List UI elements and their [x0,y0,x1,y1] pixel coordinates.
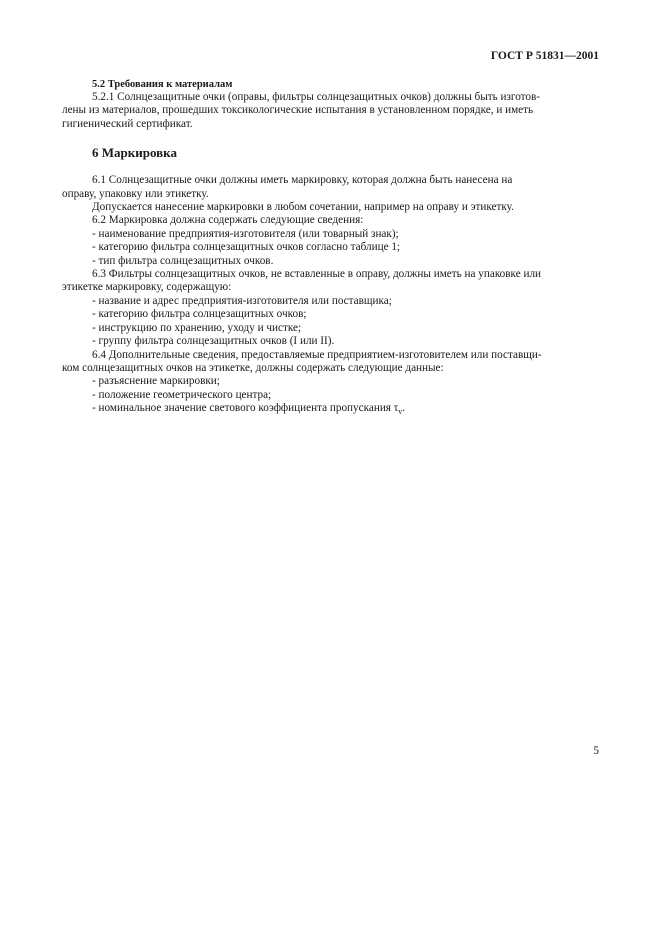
para-6-3-line2: этикетке маркировку, содержащую: [62,281,232,294]
section-6-title: 6 Маркировка [92,145,177,161]
list-item: - тип фильтра солнцезащитных очков. [92,254,274,267]
para-5-2-1-line3: гигиенический сертификат. [62,117,193,130]
page-content [62,78,600,419]
para-6-4-line2: ком солнцезащитных очков на этикетке, должны содержать следующие данные: [62,361,444,374]
subscript-v: v [398,407,403,417]
list-item: - наименование предприятия-изготовителя (или товарный знак); [92,227,399,240]
list-item: - инструкцию по хранению, уходу и чистке; [92,321,302,334]
document-code-header: ГОСТ Р 51831—2001 [490,50,599,62]
list-item: - название и адрес предприятия-изготовителя или поставщика; [92,294,392,307]
list-item-text: - номинальное значение светового коэффициента пропускания τ [92,402,399,415]
list-item: - категорию фильтра солнцезащитных очков; [92,308,307,321]
para-6-1-line2: оправу, упаковку или этикетку. [62,187,209,200]
list-item: - группу фильтра солнцезащитных очков (I или II). [92,335,335,348]
para-5-2-1-line2: лены из материалов, прошедших токсикологические испытания в установленном порядке, и иметь [62,104,534,117]
page-number: 5 [593,745,599,757]
para-6-2: 6.2 Маркировка должна содержать следующие сведения: [92,214,364,227]
para-6-1-extra: Допускается нанесение маркировки в любом сочетании, например на оправу и этикетку. [92,201,514,214]
list-item: - разъяснение маркировки; [92,375,220,388]
list-item: - положение геометрического центра; [92,388,272,401]
section-5-2-title: 5.2 Требования к материалам [92,79,233,90]
para-5-2-1-line1: 5.2.1 Солнцезащитные очки (оправы, фильтры солнцезащитных очков) должны быть изготов- [92,91,541,103]
list-item-end: . [402,402,406,415]
para-6-4-line1: 6.4 Дополнительные сведения, предоставляемые предприятием-изготовителем или поставщи- [92,348,542,361]
list-item-transmittance [90,402,600,419]
para-6-3-line1: 6.3 Фильтры солнцезащитных очков, не вставленные в оправу, должны иметь на упаковке или [92,268,542,281]
para-6-1-line1: 6.1 Солнцезащитные очки должны иметь маркировку, которая должна быть нанесена на [92,174,513,187]
list-item: - категорию фильтра солнцезащитных очков согласно таблице 1; [92,241,401,254]
